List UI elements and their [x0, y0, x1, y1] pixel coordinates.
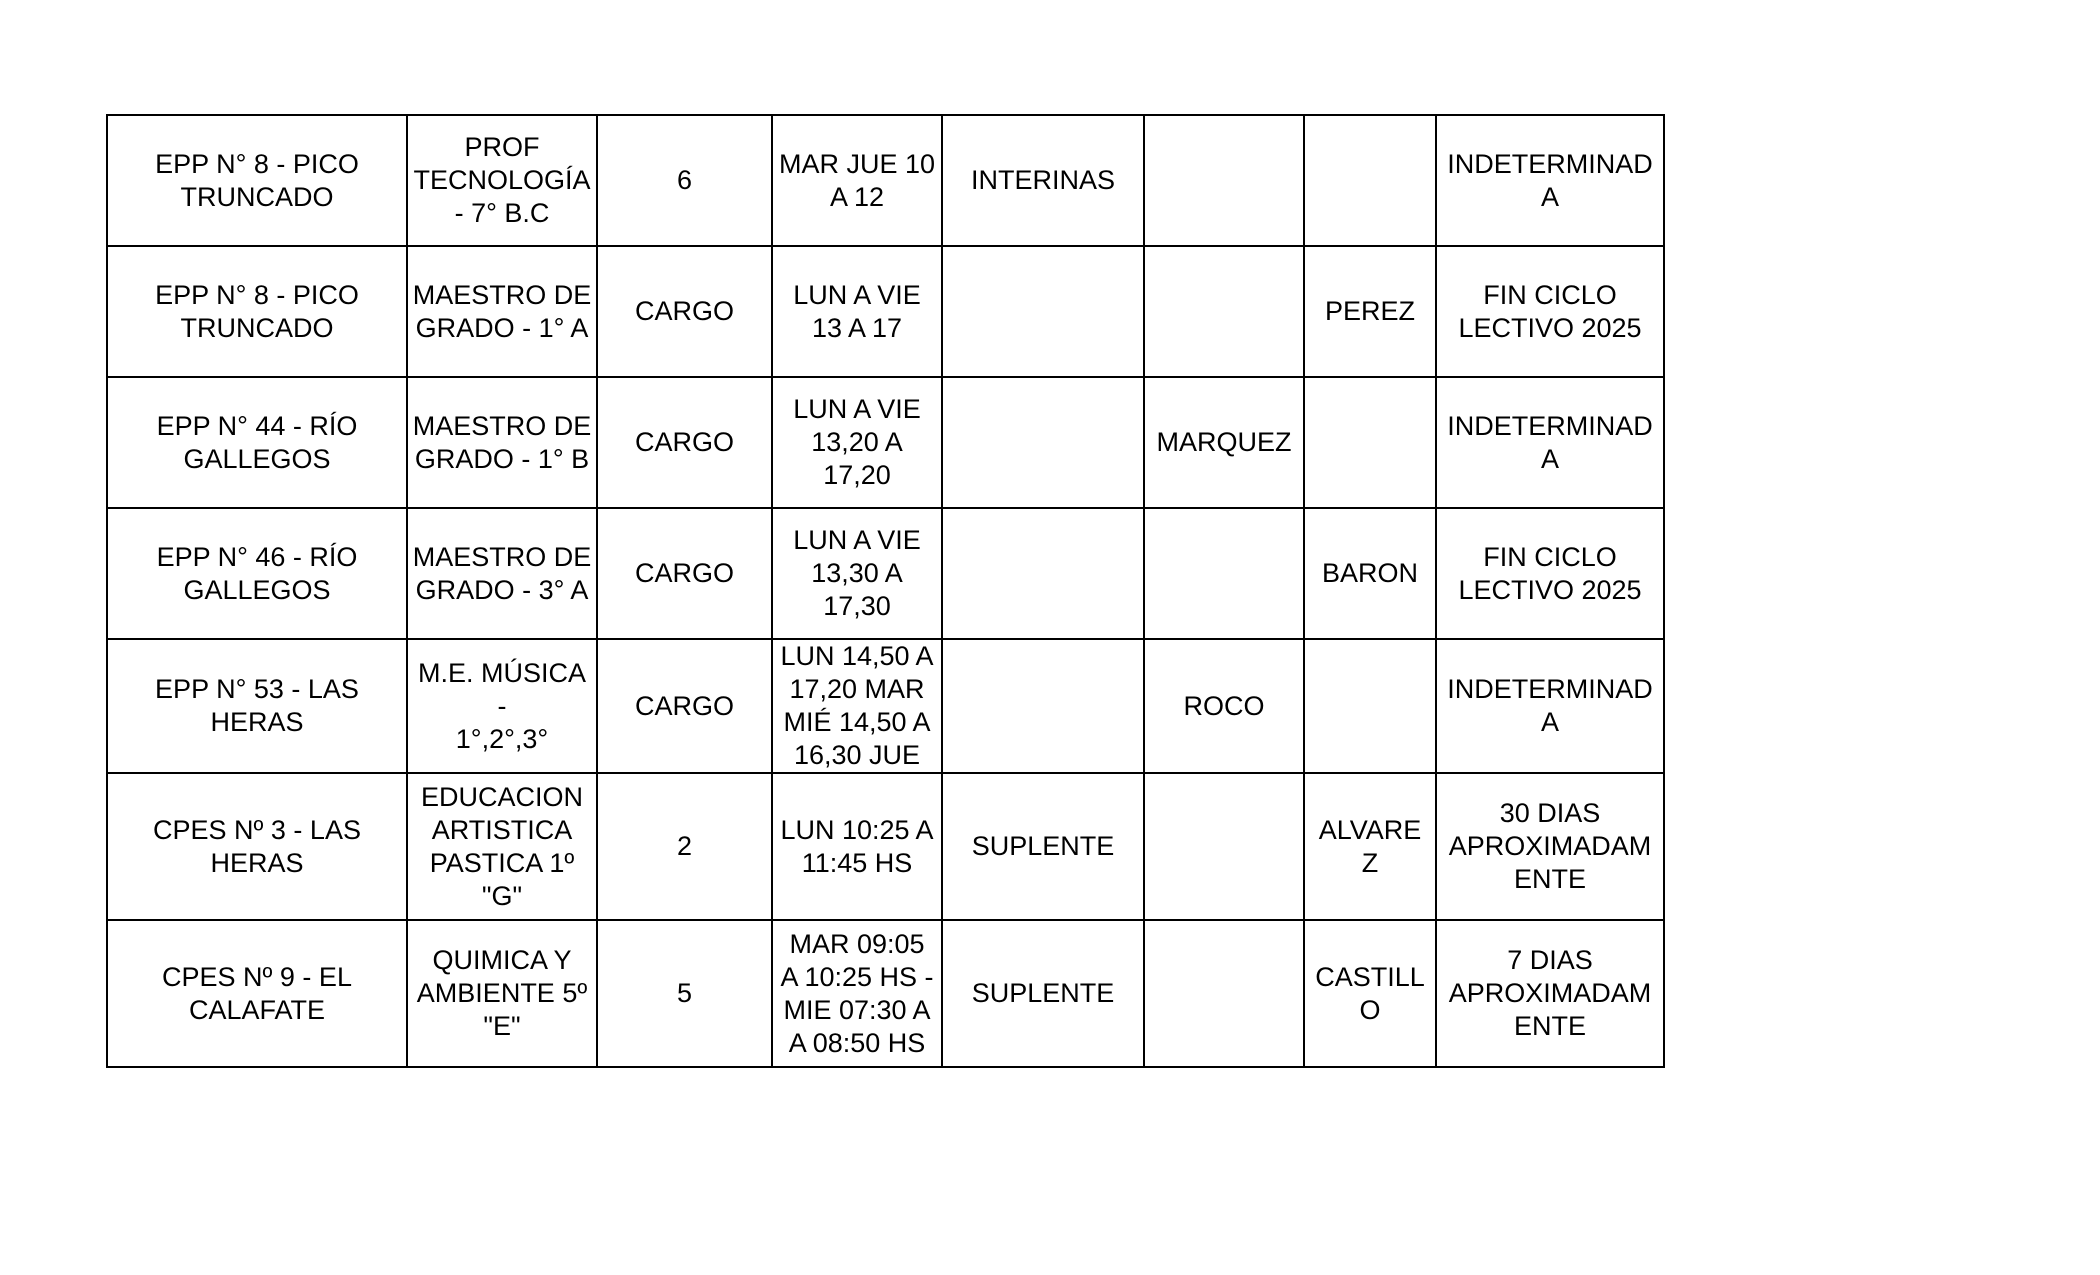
- hours-cell: 2: [597, 773, 772, 920]
- table-row: [107, 508, 1664, 639]
- duration-cell: 30 DIAS APROXIMADAM ENTE: [1436, 773, 1664, 920]
- hours-cell: 5: [597, 920, 772, 1067]
- table-row: [107, 639, 1664, 773]
- name-cell-b: CASTILL O: [1304, 920, 1436, 1067]
- name-cell-a: [1144, 773, 1304, 920]
- name-cell-a: ROCO: [1144, 639, 1304, 773]
- positions-table: [106, 114, 1665, 1068]
- position-cell: MAESTRO DE GRADO - 1° B: [407, 377, 597, 508]
- school-cell: EPP N° 46 - RÍO GALLEGOS: [107, 508, 407, 639]
- name-cell-a: [1144, 246, 1304, 377]
- duration-cell: INDETERMINAD A: [1436, 639, 1664, 773]
- duration-cell: 7 DIAS APROXIMADAM ENTE: [1436, 920, 1664, 1067]
- position-cell: PROF TECNOLOGÍA - 7° B.C: [407, 115, 597, 246]
- hours-cell: 6: [597, 115, 772, 246]
- hours-cell: CARGO: [597, 377, 772, 508]
- school-cell: EPP N° 44 - RÍO GALLEGOS: [107, 377, 407, 508]
- school-cell: CPES Nº 9 - EL CALAFATE: [107, 920, 407, 1067]
- status-cell: [942, 508, 1144, 639]
- schedule-cell: LUN A VIE 13,30 A 17,30: [772, 508, 942, 639]
- table-row: [107, 246, 1664, 377]
- schedule-cell: LUN 10:25 A 11:45 HS: [772, 773, 942, 920]
- status-cell: [942, 639, 1144, 773]
- status-cell: INTERINAS: [942, 115, 1144, 246]
- schedule-cell: LUN A VIE 13 A 17: [772, 246, 942, 377]
- status-cell: [942, 377, 1144, 508]
- position-cell: QUIMICA Y AMBIENTE 5º "E": [407, 920, 597, 1067]
- schedule-cell: LUN 14,50 A 17,20 MAR MIÉ 14,50 A 16,30 JUE: [772, 639, 942, 773]
- table-row: [107, 920, 1664, 1067]
- duration-cell: FIN CICLO LECTIVO 2025: [1436, 508, 1664, 639]
- name-cell-b: [1304, 639, 1436, 773]
- name-cell-b: PEREZ: [1304, 246, 1436, 377]
- position-cell: EDUCACION ARTISTICA PASTICA 1º "G": [407, 773, 597, 920]
- position-cell: MAESTRO DE GRADO - 1° A: [407, 246, 597, 377]
- school-cell: EPP N° 53 - LAS HERAS: [107, 639, 407, 773]
- hours-cell: CARGO: [597, 639, 772, 773]
- position-cell: M.E. MÚSICA - 1°,2°,3°: [407, 639, 597, 773]
- hours-cell: CARGO: [597, 246, 772, 377]
- duration-cell: INDETERMINAD A: [1436, 377, 1664, 508]
- table-row: [107, 115, 1664, 246]
- name-cell-b: BARON: [1304, 508, 1436, 639]
- status-cell: SUPLENTE: [942, 773, 1144, 920]
- name-cell-b: [1304, 115, 1436, 246]
- name-cell-b: ALVARE Z: [1304, 773, 1436, 920]
- duration-cell: INDETERMINAD A: [1436, 115, 1664, 246]
- name-cell-a: [1144, 115, 1304, 246]
- table-row: [107, 773, 1664, 920]
- duration-cell: FIN CICLO LECTIVO 2025: [1436, 246, 1664, 377]
- hours-cell: CARGO: [597, 508, 772, 639]
- school-cell: EPP N° 8 - PICO TRUNCADO: [107, 246, 407, 377]
- position-cell: MAESTRO DE GRADO - 3° A: [407, 508, 597, 639]
- status-cell: SUPLENTE: [942, 920, 1144, 1067]
- status-cell: [942, 246, 1144, 377]
- schedule-cell: MAR JUE 10 A 12: [772, 115, 942, 246]
- school-cell: EPP N° 8 - PICO TRUNCADO: [107, 115, 407, 246]
- name-cell-a: MARQUEZ: [1144, 377, 1304, 508]
- name-cell-a: [1144, 920, 1304, 1067]
- table-row: [107, 377, 1664, 508]
- schedule-cell: MAR 09:05 A 10:25 HS - MIE 07:30 A A 08:50 HS: [772, 920, 942, 1067]
- school-cell: CPES Nº 3 - LAS HERAS: [107, 773, 407, 920]
- name-cell-b: [1304, 377, 1436, 508]
- schedule-cell: LUN A VIE 13,20 A 17,20: [772, 377, 942, 508]
- name-cell-a: [1144, 508, 1304, 639]
